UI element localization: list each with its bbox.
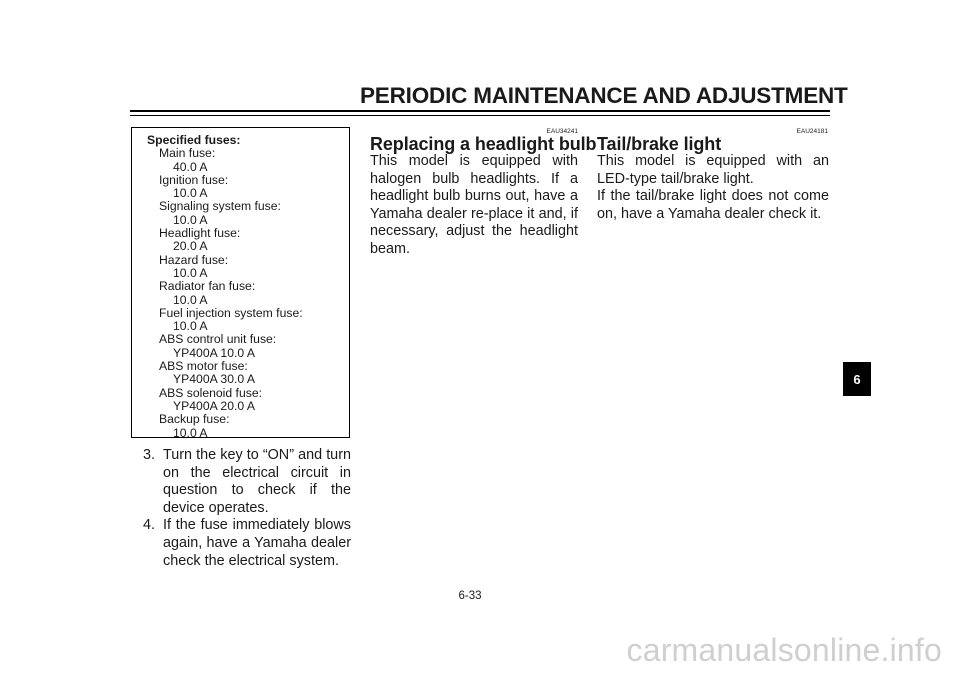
spec-item-name: Ignition fuse: <box>159 172 229 187</box>
spec-item <box>147 280 349 307</box>
spec-item-name: Headlight fuse: <box>159 226 241 241</box>
spec-item-name: Hazard fuse: <box>159 252 229 267</box>
headlight-section-code: EAU34241 <box>546 128 578 135</box>
spec-item <box>147 333 349 360</box>
spec-item-name: Fuel injection system fuse: <box>159 305 303 320</box>
procedure-steps <box>143 447 351 570</box>
spec-item-name: ABS motor fuse: <box>159 359 248 374</box>
spec-item <box>147 387 349 414</box>
spec-item-name: Main fuse: <box>159 146 216 161</box>
spec-item-value: YP400A 10.0 A <box>173 345 255 360</box>
spec-item <box>147 254 349 281</box>
procedure-step <box>143 447 351 517</box>
header-rule-thick <box>130 110 830 112</box>
spec-item-value: 10.0 A <box>173 212 208 227</box>
specified-fuses-box <box>131 127 350 438</box>
step-text: Turn the key to “ON” and turn on the electrical circuit in question to check if the device operates. <box>163 447 351 516</box>
headlight-heading: Replacing a headlight bulb <box>370 134 597 154</box>
header-rule-thin <box>130 115 830 116</box>
procedure-step <box>143 517 351 570</box>
taillight-heading: Tail/brake light <box>597 134 722 154</box>
taillight-section-code: EAU24181 <box>796 128 828 135</box>
spec-item-name: ABS control unit fuse: <box>159 332 277 347</box>
taillight-paragraph-1: This model is equipped with an LED-type tail/brake light. <box>597 153 829 187</box>
spec-item <box>147 360 349 387</box>
spec-item <box>147 200 349 227</box>
spec-item <box>147 413 349 440</box>
step-number: 3. <box>143 447 156 463</box>
spec-item <box>147 147 349 174</box>
spec-box-title: Specified fuses: <box>147 133 241 147</box>
spec-item-value: 10.0 A <box>173 265 208 280</box>
watermark: carmanualsonline.info <box>626 632 942 668</box>
headlight-body <box>370 153 578 259</box>
spec-item-name: Radiator fan fuse: <box>159 279 256 294</box>
page-number: 6-33 <box>458 590 482 602</box>
spec-item <box>147 174 349 201</box>
headlight-paragraph: This model is equipped with halogen bulb headlights. If a headlight bulb burns out, have a Yamaha dealer re-place it and, if necessary, adjust the headlight beam. <box>370 153 578 257</box>
step-number: 4. <box>143 517 156 534</box>
spec-item-value: 10.0 A <box>173 319 208 334</box>
spec-item-value: YP400A 20.0 A <box>173 398 255 413</box>
spec-item-value: 10.0 A <box>173 186 208 201</box>
spec-item-value: 20.0 A <box>173 239 208 254</box>
spec-item-name: ABS solenoid fuse: <box>159 385 262 400</box>
taillight-paragraph-2: If the tail/brake light does not come on, have a Yamaha dealer check it. <box>597 188 829 222</box>
spec-item-name: Backup fuse: <box>159 412 230 427</box>
page-header-title: PERIODIC MAINTENANCE AND ADJUSTMENT <box>360 83 848 108</box>
spec-item <box>147 307 349 334</box>
spec-item-name: Signaling system fuse: <box>159 199 281 214</box>
spec-item-value: 40.0 A <box>173 159 208 174</box>
step-text: If the fuse immediately blows again, have a Yamaha dealer check the electrical system. <box>163 517 351 569</box>
spec-item-value: YP400A 30.0 A <box>173 372 255 387</box>
taillight-body <box>597 153 829 223</box>
spec-item-value: 10.0 A <box>173 292 208 307</box>
spec-item-value: 10.0 A <box>173 425 208 440</box>
spec-item <box>147 227 349 254</box>
chapter-tab: 6 <box>843 362 871 396</box>
